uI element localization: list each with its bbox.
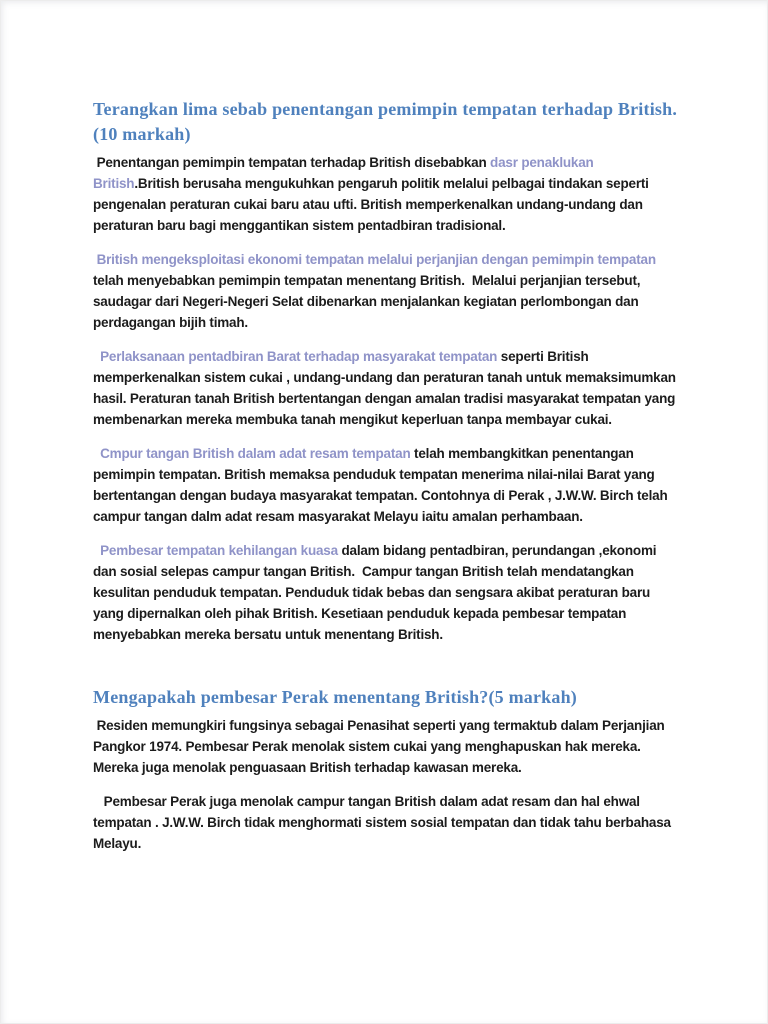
text-segment: dalam bidang pentadbiran, perundangan ,ekonomi dan sosial selepas campur tangan British. Campur tangan British telah mendatangkan kesulitan penduduk tempatan. Penduduk tidak bebas dan sengsara akibat peraturan baru yang dipernalkan oleh pihak British. Kesetiaan penduduk kepada pembesar tempatan menyebabkan mereka bersatu untuk menentang British. xyxy=(93,543,660,642)
section-heading: Mengapakah pembesar Perak menentang British?(5 markah) xyxy=(93,687,577,707)
text-segment: seperti British memperkenalkan sistem cukai , undang-undang dan peraturan tanah untuk memaksimumkan hasil. Peraturan tanah British bertentangan dengan amalan tradisi masyarakat tempatan yang membenarkan mereka membuka tanah mengikut keperluan tanpa membayar cukai. xyxy=(93,349,680,427)
paragraph xyxy=(93,249,679,333)
accent-phrase: dasr penaklukan British xyxy=(93,155,598,191)
accent-phrase: Cmpur tangan British dalam adat resam tempatan xyxy=(93,446,411,461)
text-segment: .British berusaha mengukuhkan pengaruh politik melalui pelbagai tindakan seperti pengenalan peraturan cukai baru atau ufti. British memperkenalkan undang-undang dan peraturan baru bagi menggantikan sistem pentadbiran tradisional. xyxy=(93,176,653,233)
paragraph xyxy=(93,443,679,527)
text-segment: telah membangkitkan penentangan pemimpin tempatan. British memaksa penduduk tempatan menerima nilai-nilai Barat yang bertentangan dengan budaya masyarakat tempatan. Contohnya di Perak , J.W.W. Birch telah campur tangan dalm adat resam masyarakat Melayu iaitu amalan perhambaan. xyxy=(93,446,672,524)
text-segment: Penentangan pemimpin tempatan terhadap British disebabkan xyxy=(93,155,491,170)
document-body xyxy=(93,97,679,867)
text-segment: Pembesar Perak juga menolak campur tangan British dalam adat resam dan hal ehwal tempatan . J.W.W. Birch tidak menghormati sistem sosial tempatan dan tidak tahu berbahasa Melayu. xyxy=(93,794,675,851)
paragraph xyxy=(93,346,679,430)
section-2 xyxy=(93,685,679,854)
text-segment: Residen memungkiri fungsinya sebagai Penasihat seperti yang termaktub dalam Perjanjian Pangkor 1974. Pembesar Perak menolak sistem cukai yang menghapuskan hak mereka. Mereka juga menolak penguasaan British terhadap kawasan mereka. xyxy=(93,718,669,775)
accent-phrase: British mengeksploitasi ekonomi tempatan melalui perjanjian dengan pemimpin tempatan xyxy=(93,252,656,267)
accent-phrase: Perlaksanaan pentadbiran Barat terhadap masyarakat tempatan xyxy=(93,349,498,364)
section-1 xyxy=(93,97,679,645)
section-heading: Terangkan lima sebab penentangan pemimpin tempatan terhadap British.(10 markah) xyxy=(93,99,678,144)
paragraph xyxy=(93,152,679,236)
paragraph xyxy=(93,540,679,645)
paragraph xyxy=(93,715,679,778)
paragraph xyxy=(93,791,679,854)
text-segment: telah menyebabkan pemimpin tempatan menentang British. Melalui perjanjian tersebut, saudagar dari Negeri-Negeri Selat dibenarkan menjalankan kegiatan perlombongan dan perdagangan bijih timah. xyxy=(93,252,660,330)
accent-phrase: Pembesar tempatan kehilangan kuasa xyxy=(93,543,338,558)
